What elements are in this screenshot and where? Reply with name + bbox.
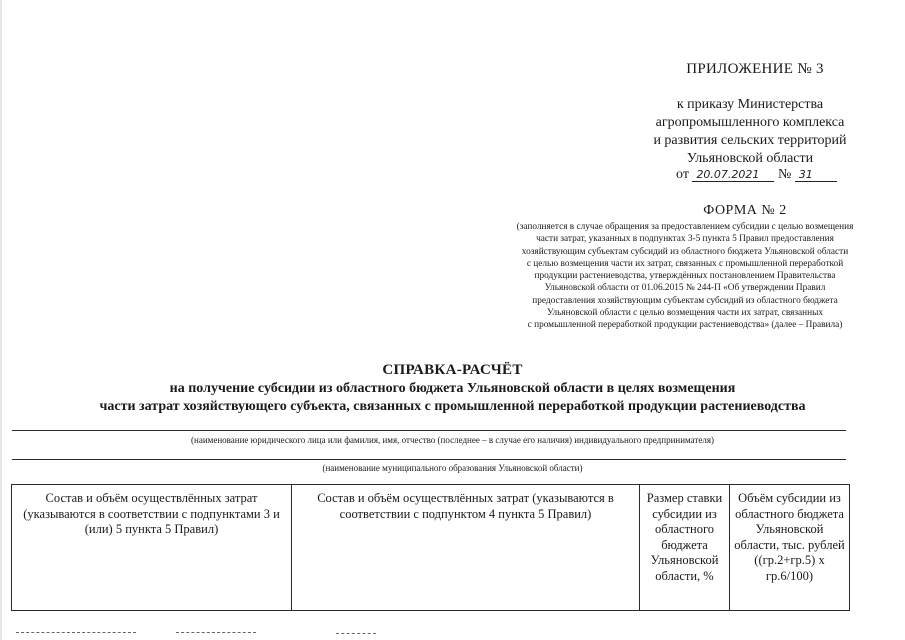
scan-artifact <box>176 632 256 633</box>
appendix-order-reference <box>600 96 900 168</box>
entity-name-line[interactable] <box>12 430 846 431</box>
header-cell-rate: Размер ставки субсидии из областного бюджета Ульяновской области, % <box>640 485 730 611</box>
scan-artifact <box>336 633 376 634</box>
municipality-line[interactable] <box>12 459 846 460</box>
form-note-line: (заполняется в случае обращения за предоставлением субсидии с целью возмещения <box>516 222 854 232</box>
appendix-line: к приказу Министерства <box>676 97 824 112</box>
entity-name-caption: (наименование юридического лица или фамилия, имя, отчество (последнее – в случае его наличия) индивидуального предпринимателя) <box>191 435 714 445</box>
scan-edge <box>0 0 2 640</box>
date-prefix: от <box>676 167 689 182</box>
header-cell-subsidy-volume: Объём субсидии из областного бюджета Ульяновской области, тыс. рублей ((гр.2+гр.5) x гр.6/100) <box>730 485 850 611</box>
appendix-line: и развития сельских территорий <box>653 133 847 148</box>
form-title: ФОРМА № 2 <box>703 203 787 218</box>
form-note-line: Ульяновской области от 01.06.2015 № 244-П «Об утверждении Правил <box>544 283 826 294</box>
form-note <box>480 221 890 332</box>
form-note-line: продукции растениеводства, утверждённых постановлением Правительства <box>534 271 836 282</box>
appendix-line: Ульяновской области <box>686 151 814 166</box>
appendix-title: ПРИЛОЖЕНИЕ № 3 <box>686 61 824 77</box>
header-cell-costs-3-5: Состав и объём осуществлённых затрат (указываются в соответствии с подпунктами 3 и (или) 5 пункта 5 Правил) <box>12 485 292 611</box>
header-cell-costs-4: Состав и объём осуществлённых затрат (указываются в соответствии с подпунктом 4 пункта 5 Правил) <box>292 485 640 611</box>
handwritten-date: 20.07.2021 <box>692 168 774 182</box>
appendix-line: агропромышленного комплекса <box>655 115 845 130</box>
calculation-table <box>11 484 850 611</box>
municipality-caption: (наименование муниципального образования Ульяновской области) <box>322 463 583 473</box>
scan-artifact <box>16 632 136 633</box>
document-title: СПРАВКА-РАСЧЁТ <box>382 362 523 378</box>
subtitle-line: части затрат хозяйствующего субъекта, связанных с промышленной переработкой продукции растениеводства <box>99 399 806 414</box>
handwritten-number: 31 <box>795 168 837 182</box>
number-sign: № <box>777 167 792 182</box>
form-note-line: с целью возмещения части их затрат, связанных с промышленной переработкой <box>526 258 844 269</box>
form-note-line: с промышленной переработкой продукции растениеводства» (далее – Правила) <box>527 320 843 331</box>
subtitle-line: на получение субсидии из областного бюджета Ульяновской области в целях возмещения <box>169 381 736 396</box>
form-note-line: части затрат, указанных в подпунктах 3-5 пункта 5 Правил предоставления <box>536 234 834 245</box>
table-header-row <box>12 485 850 611</box>
document-subtitle <box>0 380 905 416</box>
form-note-line: хозяйствующим субъектам субсидий из областного бюджета Ульяновской области <box>521 246 849 257</box>
form-note-line: предоставления хозяйствующим субъектам субсидий из областного бюджета <box>532 295 838 306</box>
appendix-date-row <box>676 167 837 183</box>
form-note-line: Ульяновской области с целью возмещения части их затрат, связанных <box>546 308 824 319</box>
